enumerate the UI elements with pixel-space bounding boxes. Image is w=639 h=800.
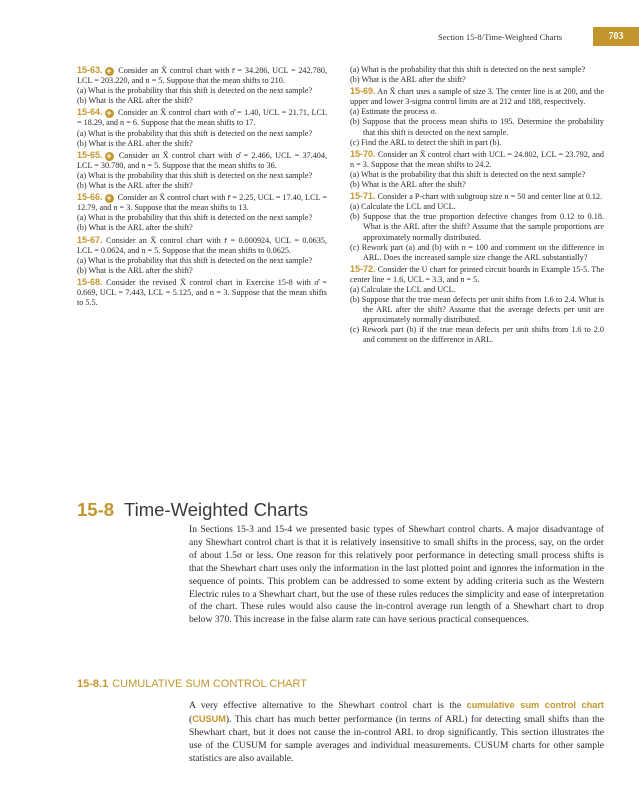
exercise-part-c: (c) Rework part (b) if the true mean defects per unit shifts from 1.6 to 2.0 and comment on the difference in ARL. [350, 325, 604, 345]
exercise-15-70 [350, 149, 604, 190]
exercise-number: 15-64. [77, 107, 103, 118]
exercise-text: Consider the revised X̄ control chart in Exercise 15-8 with σ̂ = 0.669, UCL = 7.443, LCL = 5.125, and n = 3. Suppose that the mean shifts to 5.5. [77, 277, 328, 308]
exercise-part-a: (a) Calculate the LCL and UCL. [350, 202, 456, 212]
exercise-15-63 [77, 65, 327, 106]
exercise-number: 15-67. [77, 234, 103, 245]
exercise-part-b: (b) What is the ARL after the shift? [77, 265, 193, 275]
exercise-number: 15-63. [77, 65, 103, 75]
exercise-part-b: (b) What is the ARL after the shift? [350, 180, 466, 190]
exercise-part-a: (a) What is the probability that this shift is detected on the next sample? [77, 170, 313, 180]
exercise-number: 15-70. [350, 148, 376, 159]
exercise-number: 15-68. [77, 276, 103, 287]
exercise-number: 15-71. [350, 191, 376, 202]
exercise-part-a: (a) What is the probability that this shift is detected on the next sample? [77, 255, 313, 265]
subsection-heading [77, 678, 307, 690]
exercise-part-c: (c) Rework part (a) and (b) with n = 100 and comment on the difference in ARL. Does the increased sample size change the ARL substantially? [350, 242, 604, 262]
exercises-left-column [77, 65, 327, 308]
exercise-part-c: (c) Find the ARL to detect the shift in part (b). [350, 137, 502, 147]
exercise-15-69 [350, 86, 604, 148]
exercise-part-b: (b) What is the ARL after the shift? [77, 96, 193, 106]
exercise-number: 15-65. [77, 149, 103, 160]
exercise-part-a: (a) What is the probability that this shift is detected on the next sample? [350, 169, 586, 179]
exercise-text: Consider an X̄ control chart with r̄ = 2.25, UCL = 17.40, LCL = 12.79, and n = 3. Suppose that the mean shifts to 13. [77, 193, 328, 213]
plus-icon: + [106, 150, 112, 161]
exercise-15-68 [77, 277, 327, 308]
exercise-part-b: (b) What is the ARL after the shift? [350, 75, 466, 85]
exercise-15-66 [77, 192, 327, 233]
key-term-abbrev: CUSUM [192, 713, 226, 724]
exercise-part-b: (b) Suppose that the true proportion defective changes from 0.12 to 0.18. What is the ARL after the shift? Assume that the sample proportions are approximately normally distributed. [350, 212, 604, 242]
exercise-number: 15-69. [350, 86, 376, 97]
running-header: Section 15-8/Time-Weighted Charts [438, 32, 563, 42]
plus-icon: + [106, 108, 112, 119]
section-title: Time-Weighted Charts [124, 499, 309, 520]
exercise-part-a: (a) What is the probability that this shift is detected on the next sample? [77, 128, 313, 138]
exercise-part-b: (b) Suppose that the true mean defects per unit shifts from 1.6 to 2.4. What is the ARL after the shift? Assume that the average defects per unit are approximately normally distributed. [350, 295, 604, 325]
plus-icon: + [106, 193, 112, 204]
subsection-number: 15-8.1 [77, 678, 109, 690]
exercise-15-64 [77, 107, 327, 148]
exercise-number: 15-66. [77, 192, 103, 203]
exercise-part-b: (b) Suppose that the process mean shifts to 195. Determine the probability that this shift is detected on the next sample. [350, 117, 604, 137]
subsection-paragraph [189, 699, 604, 766]
exercise-15-72 [350, 264, 604, 346]
section-paragraph: In Sections 15-3 and 15-4 we presented basic types of Shewhart control charts. A major disadvantage of any Shewhart control chart is that it is relatively insensitive to small shifts in the process, say, on the order of about 1.5σ or less. One reason for this relatively poor performance in detecting small process shifts is that the Shewhart chart uses only the information in the last plotted point and ignores the information in the sequence of points. This problem can be addressed to some extent by adding criteria such as the Western Electric rules to a Shewhart chart, but the use of these rules reduces the simplicity and ease of interpretation of the chart. These rules would also cause the in-control average run length of a Shewhart chart to drop below 370. This increase in the false alarm rate can have serious practical consequences. [189, 524, 604, 626]
exercise-part-a: (a) What is the probability that this shift is detected on the next sample? [77, 213, 313, 223]
exercise-part-b: (b) What is the ARL after the shift? [77, 138, 193, 148]
exercise-text: Consider the U chart for printed circuit boards in Example 15-5. The center line = 1.6, UCL = 3.3, and n = 5. [350, 264, 604, 284]
exercise-part-b: (b) What is the ARL after the shift? [77, 223, 193, 233]
paragraph-text: ( [189, 713, 193, 725]
section-number: 15-8 [77, 499, 115, 520]
paragraph-text: A very effective alternative to the Shewhart control chart is the [189, 700, 467, 711]
exercise-text: Consider an X̄ control chart with σ̂ = 2.466, UCL = 37.404, LCL = 30.780, and n = 5. Suppose that the mean shifts to 36. [77, 150, 328, 170]
exercise-number: 15-72. [350, 263, 376, 274]
key-term: cumulative sum control chart [466, 700, 604, 710]
exercise-part-a: (a) Calculate the LCL and UCL. [350, 284, 456, 294]
plus-icon: + [106, 66, 112, 76]
exercise-15-67 [77, 235, 327, 276]
exercise-15-71 [350, 191, 604, 263]
exercise-part-a: (a) What is the probability that this shift is detected on the next sample? [77, 86, 313, 96]
subsection-title: CUMULATIVE SUM CONTROL CHART [112, 678, 307, 690]
exercise-15-65 [77, 150, 327, 191]
exercise-text: An X̄ chart uses a sample of size 3. The center line is at 200, and the upper and lower 3-sigma control limits are at 212 and 188, respectively. [350, 87, 604, 107]
exercise-text: Consider a P-chart with subgroup size n = 50 and center line at 0.12. [377, 192, 603, 202]
exercise-text: Consider an X̄ control chart with r̄ = 0.000924, UCL = 0.0635, LCL = 0.0624, and n = 5. Suppose that the mean shifts to 0.0625. [77, 235, 327, 255]
exercise-text: Consider an X̄ control chart with σ̂ = 1.40, UCL = 21.71, LCL = 18.29, and n = 6. Suppose that the mean shifts to 17. [77, 108, 328, 128]
section-heading [77, 499, 617, 521]
page-number: 703 [593, 27, 639, 46]
exercise-part-a: (a) What is the probability that this shift is detected on the next sample? [350, 65, 586, 74]
exercises-right-column [350, 65, 604, 346]
exercise-15-68-continued [350, 65, 604, 85]
paragraph-text: ). This chart has much better performance (in terms of ARL) for detecting small shifts than the Shewhart chart, but it does not cause the in-control ARL to drop significantly. This section illustrates the use of the CUSUM for sample averages and individual measurements. CUSUM charts for other sample statistics are also available. [189, 713, 604, 764]
exercise-part-b: (b) What is the ARL after the shift? [77, 181, 193, 191]
exercise-part-a: (a) Estimate the process σ. [350, 107, 437, 117]
exercise-text: Consider an X̄ control chart with UCL = 24.802, LCL = 23.792, and n = 3. Suppose that the mean shifts to 24.2. [350, 149, 605, 169]
exercise-text: Consider an X̄ control chart with r̄ = 34.286, UCL = 242.780, LCL = 203.220, and n = 5. Suppose that the mean shifts to 210. [77, 66, 327, 86]
